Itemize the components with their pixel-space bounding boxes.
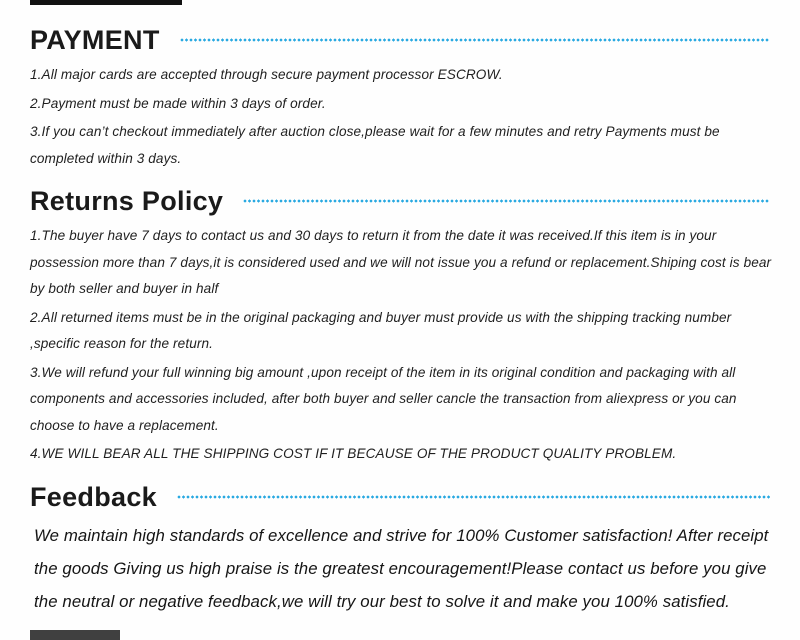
section-title-returns: Returns Policy bbox=[30, 186, 224, 216]
returns-term-1: 1.The buyer have 7 days to contact us and 30 days to return it from the date it was received.If this item is in your possession more than 7 days,it is considered used and we will not issue you a refund or replacement.Shiping cost is bear by both seller and buyer in half bbox=[30, 228, 772, 296]
section-feedback bbox=[30, 481, 772, 618]
dotted-divider-feedback bbox=[177, 494, 770, 500]
top-divider-line bbox=[30, 0, 182, 5]
section-header-returns bbox=[30, 185, 772, 217]
payment-terms-list bbox=[30, 62, 772, 172]
returns-term-4: 4.WE WILL BEAR ALL THE SHIPPING COST IF IT BECAUSE OF THE PRODUCT QUALITY PROBLEM. bbox=[30, 446, 677, 461]
bottom-cropped-element bbox=[30, 630, 120, 640]
payment-term-1: 1.All major cards are accepted through secure payment processor ESCROW. bbox=[30, 67, 503, 82]
payment-term-2: 2.Payment must be made within 3 days of order. bbox=[30, 95, 326, 111]
returns-term-2: 2.All returned items must be in the original packaging and buyer must provide us with the shipping tracking number ,specific reason for the return. bbox=[30, 309, 732, 351]
dotted-divider-returns bbox=[243, 198, 770, 204]
dotted-divider-payment bbox=[180, 37, 770, 43]
section-returns-policy bbox=[30, 185, 772, 468]
section-header-feedback bbox=[30, 481, 772, 513]
section-payment bbox=[30, 24, 772, 172]
returns-terms-list bbox=[30, 223, 772, 468]
section-header-payment bbox=[30, 24, 772, 56]
feedback-message bbox=[30, 519, 772, 618]
section-title-payment: PAYMENT bbox=[30, 25, 160, 55]
payment-term-3: 3.If you can’t checkout immediately after auction close,please wait for a few minutes and retry Payments must be completed within 3 days. bbox=[30, 124, 720, 166]
feedback-paragraph: We maintain high standards of excellence and strive for 100% Customer satisfaction! After receipt the goods Giving us high praise is the greatest encouragement!Please contact us before you give the neutral or negative feedback,we will try our best to solve it and make you 100% satisfied. bbox=[34, 525, 769, 611]
returns-term-3: 3.We will refund your full winning big amount ,upon receipt of the item in its original condition and packaging with all components and accessories included, after both buyer and seller cancle the transaction from aliexpress or you can choose to have a replacement. bbox=[30, 364, 737, 433]
section-title-feedback: Feedback bbox=[30, 481, 157, 512]
